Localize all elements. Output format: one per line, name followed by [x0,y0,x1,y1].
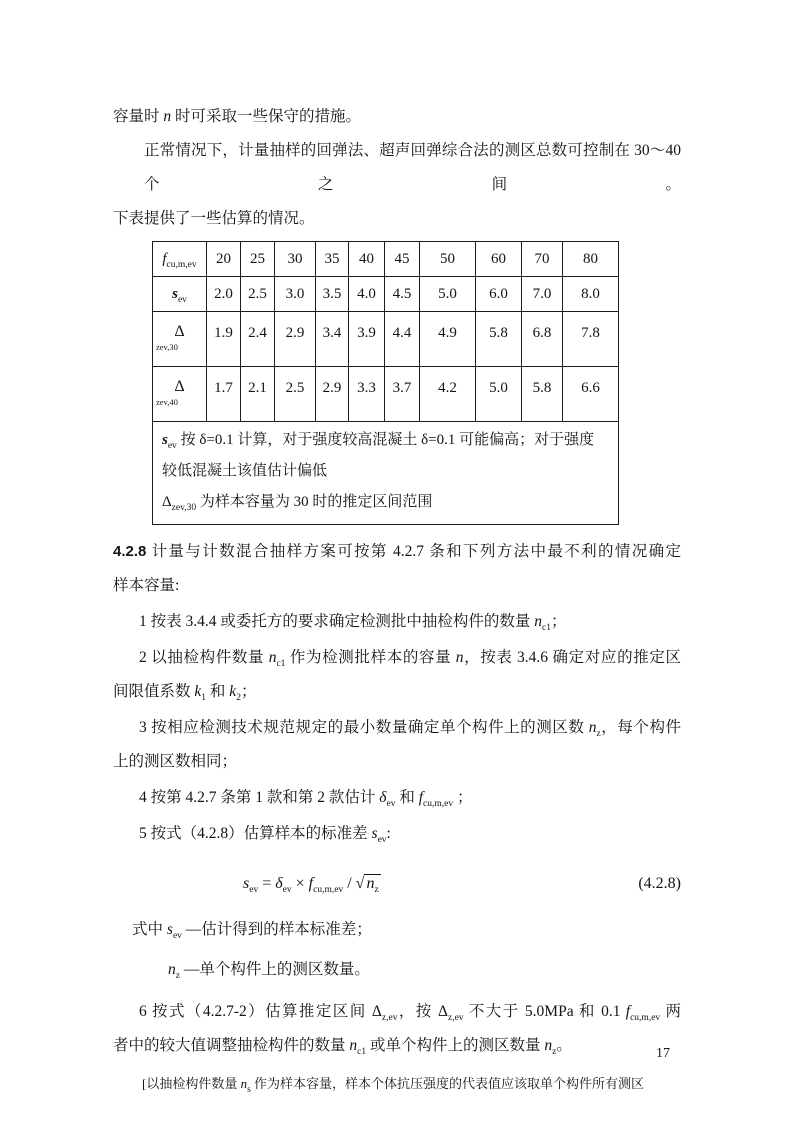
table-row-delta-30 [153,312,619,367]
clause-number: 4.2.8 [113,543,147,560]
var-s: s [172,286,178,302]
table-cell: 4.4 [385,312,420,367]
table-row-delta-40 [153,367,619,422]
text: 6 按式（4.2.7-2）估算推定区间 [139,1003,372,1020]
list-item-3-line-2 [113,745,681,779]
list-item-1 [113,605,681,639]
table-cell: 6.8 [522,312,563,367]
text: 下表提供了一些估算的情况。 [113,210,315,227]
list-item-2-line-1 [113,641,681,675]
table-header-row [153,242,619,277]
table-cell: 2.1 [241,367,275,422]
text: 样本容量: [113,577,180,594]
var-n-sub: c1 [357,1047,367,1057]
row-label-delta-30 [153,312,207,367]
var-n-sub: c1 [542,623,551,633]
var-k-sub: 1 [201,693,207,703]
bracket-comment [113,1069,681,1099]
text: ，每个构件 [600,719,681,736]
table-cell: 5.0 [476,367,522,422]
var-delta: Δ [174,378,185,395]
var-f-sub: cu,m,ev [166,260,197,270]
var-n: n [163,108,172,125]
paragraph-continuation [113,100,681,134]
text: 1 按表 3.4.4 或委托方的要求确定检测批中抽检构件的数量 [139,613,535,630]
text: ； [550,613,567,630]
times-sign: × [295,875,305,892]
var-n: n [455,649,464,666]
table-cell: 5.0 [420,277,476,312]
list-item-5 [113,817,681,851]
var-s-sub: ev [167,441,177,451]
text: 为样本容量为 30 时的推定区间范围 [196,494,433,510]
text: 者中的较大值调整抽检构件的数量 [113,1037,350,1054]
var-delta: Δ [438,1003,448,1020]
var-n: n [534,613,543,630]
var-k-sub: 2 [236,693,241,703]
table-cell: 4.5 [385,277,420,312]
var-n: n [588,719,597,736]
text: 不大于 5.0MPa 和 0.1 [463,1003,626,1020]
list-item-2-line-2 [113,675,681,709]
paragraph-table-intro [113,202,681,236]
var-s: s [371,825,378,842]
text: 作为样本容量，样本个体抗压强度的代表值应该取单个构件所有测区 [250,1076,645,1091]
table-cell: 4.9 [420,312,476,367]
var-s: s [162,432,168,448]
table-header-value: 25 [241,242,275,277]
table-header-value: 70 [522,242,563,277]
text: 和 [395,789,419,806]
page-number: 17 [656,1046,670,1061]
clause-4-2-8-line-2 [113,569,681,603]
clause-4-2-8-line-1 [113,535,681,569]
var-n: n [240,1076,248,1091]
var-delta-lower-sub: ev [282,885,292,895]
table-cell: 6.6 [563,367,619,422]
var-n-sub: z [374,885,379,895]
radicand [364,874,380,895]
var-delta-sub: zev,30 [171,503,197,513]
where-clause-line-2 [113,953,681,987]
text: [以抽检构件数量 [142,1076,241,1091]
table-row-sev [153,277,619,312]
var-delta-sub: z,ev [448,1013,464,1023]
var-f-sub: cu,m,ev [423,799,454,809]
var-delta: Δ [174,323,185,340]
var-s: s [166,921,173,938]
table-header-value: 60 [476,242,522,277]
var-n-sub: z [596,729,601,739]
table-cell: 1.9 [207,312,241,367]
table-cell: 2.5 [241,277,275,312]
strength-estimate-table [152,241,619,525]
table-header-value: 40 [349,242,385,277]
table-header-value: 50 [420,242,476,277]
equation-expression [243,867,381,901]
text: —单个构件上的测区数量。 [179,961,370,978]
table-cell: 3.5 [316,277,349,312]
var-k: k [229,683,237,700]
list-item-3-line-1 [113,711,681,745]
var-n: n [349,1037,358,1054]
var-f: f [625,1003,631,1020]
text: 两 [660,1003,681,1020]
table-notes-row [153,422,619,525]
text: 式中 [132,921,167,938]
text: 和 [206,683,230,700]
text: ，按表 3.4.6 确定对应的推定区 [463,649,681,666]
paragraph-normal-case [113,134,681,202]
var-delta-lower: δ [275,875,283,892]
var-n-sub: z [175,971,180,981]
text: 上的测区数相同； [113,753,238,770]
table-cell: 1.7 [207,367,241,422]
table-cell: 5.8 [522,367,563,422]
divide-sign: / [347,875,352,892]
table-cell: 8.0 [563,277,619,312]
var-s: s [243,875,250,892]
table-notes [153,422,619,525]
table-cell: 4.2 [420,367,476,422]
var-delta-lower: δ [379,789,387,806]
text: 按 δ=0.1 计算，对于强度较高混凝土 δ=0.1 可能偏高；对于强度较低混凝土该值估计偏低 [162,432,595,479]
text: —估计得到的样本标准差； [181,921,372,938]
text: 3 按相应检测技术规范规定的最小数量确定单个构件上的测区数 [139,719,589,736]
var-k: k [194,683,202,700]
var-n: n [544,1037,553,1054]
equals-sign: = [262,875,272,892]
var-f: f [308,875,314,892]
table-note-2 [162,487,609,518]
table-cell: 3.3 [349,367,385,422]
row-label-delta-40 [153,367,207,422]
table-header-value: 35 [316,242,349,277]
var-n-sub: s [247,1085,251,1095]
table-cell: 3.9 [349,312,385,367]
var-n: n [366,875,375,892]
text: ； [453,789,473,806]
table-header-value: 45 [385,242,420,277]
text: 作为检测批样本的容量 [285,649,456,666]
var-delta-sub: zev,30 [156,342,178,352]
list-item-6-line-1 [113,995,681,1029]
table-cell: 2.4 [241,312,275,367]
table-cell: 7.0 [522,277,563,312]
table-cell: 6.0 [476,277,522,312]
table-cell: 7.8 [563,312,619,367]
var-delta-sub: zev,40 [156,397,178,407]
var-n-sub: c1 [276,659,286,669]
text: 或单个构件上的测区数量 [366,1037,545,1054]
list-item-6-line-2 [113,1029,681,1063]
table-header-value: 20 [207,242,241,277]
text: 正常情况下，计量抽样的回弹法、超声回弹综合法的测区总数可控制在 30～40 个之间。 [144,142,681,193]
table-cell: 2.9 [275,312,316,367]
var-n: n [268,649,277,666]
table-header-value: 80 [563,242,619,277]
table-cell: 3.0 [275,277,316,312]
table-cell: 3.7 [385,367,420,422]
var-delta: Δ [162,494,172,510]
var-n-sub: z [552,1047,557,1057]
text: 时可采取一些保守的措施。 [171,108,362,125]
table-note-1 [162,425,609,487]
table-header-label [153,242,207,277]
var-delta: Δ [371,1003,382,1020]
equation-4-2-8 [113,867,681,901]
text: 计量与计数混合抽样方案可按第 4.2.7 条和下列方法中最不利的情况确定 [146,543,681,560]
text: 5 按式（4.2.8）估算样本的标准差 [139,825,372,842]
table-cell: 2.0 [207,277,241,312]
text: 4 按第 4.2.7 条第 1 款和第 2 款估计 [139,789,380,806]
var-s-sub: ev [172,931,182,941]
row-label-sev [153,277,207,312]
var-f-sub: cu,m,ev [630,1013,661,1023]
sqrt-sign: √ [355,875,365,892]
var-f: f [418,789,424,806]
var-n: n [168,961,176,978]
var-delta-sub: z,ev [381,1013,398,1023]
var-s-sub: ev [377,835,387,845]
var-f: f [162,251,167,267]
equation-number: (4.2.8) [638,875,681,892]
text: ，按 [397,1003,439,1020]
text: 容量时 [113,108,164,125]
text: 2 以抽检构件数量 [139,649,269,666]
table-cell: 2.9 [316,367,349,422]
where-clause-line-1 [113,913,681,947]
text: ； [240,683,257,700]
table-cell: 4.0 [349,277,385,312]
table-header-value: 30 [275,242,316,277]
var-s-sub: ev [177,295,187,305]
text: : [386,825,391,842]
text: 。 [556,1037,572,1054]
table-cell: 2.5 [275,367,316,422]
list-item-4 [113,781,681,815]
var-f-sub: cu,m,ev [313,885,344,895]
table-cell: 3.4 [316,312,349,367]
var-delta-lower-sub: ev [386,799,396,809]
table-cell: 5.8 [476,312,522,367]
var-s-sub: ev [249,885,259,895]
text: 间限值系数 [113,683,195,700]
